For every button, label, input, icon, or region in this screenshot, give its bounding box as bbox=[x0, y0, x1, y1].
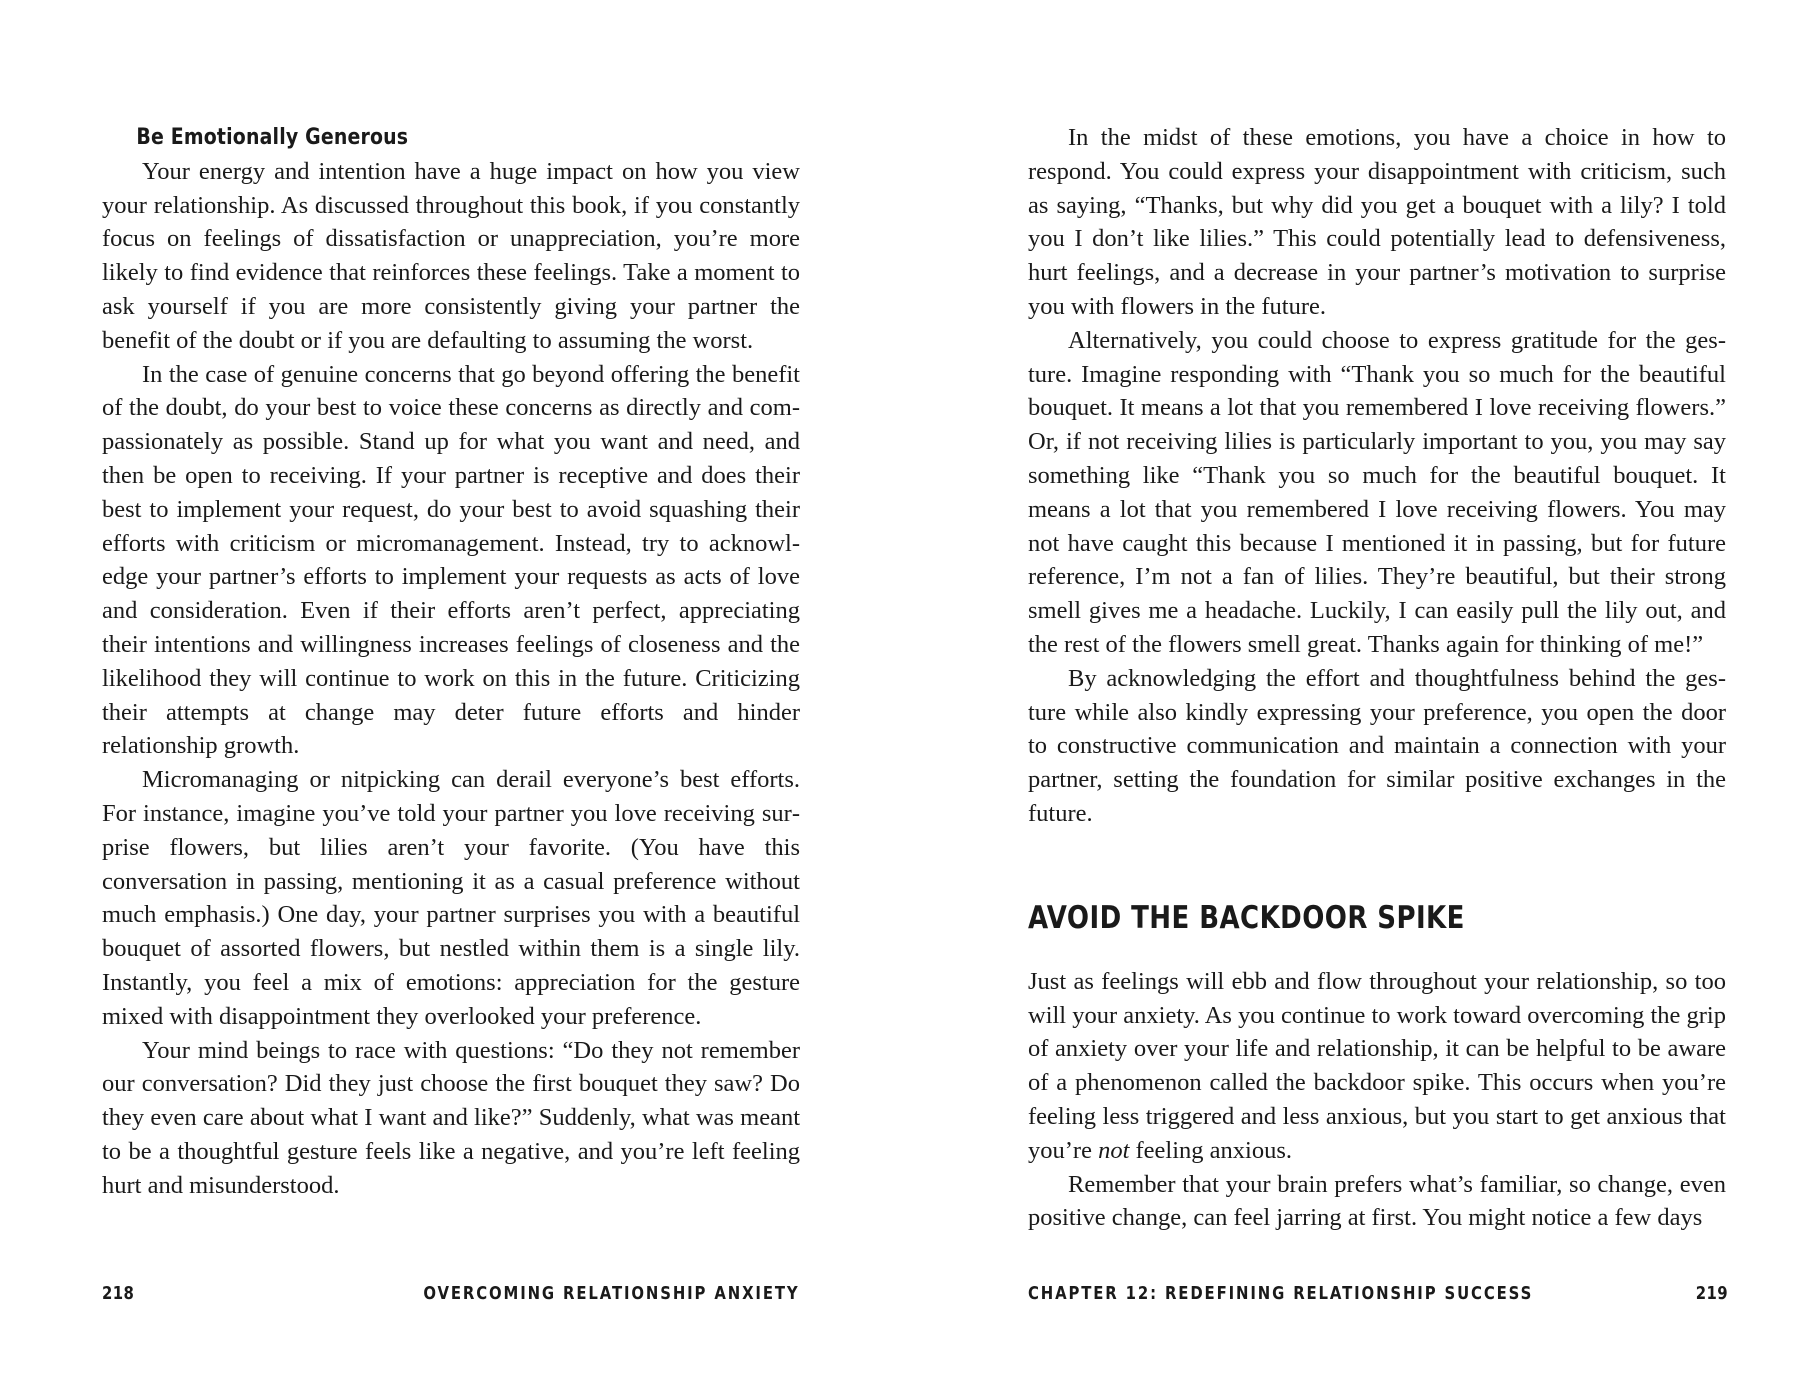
body-paragraph: In the case of genuine concerns that go beyond offering the benefit of the doubt, do your best to voice these concerns as directly and compassionately as possible. Stand up for what you want and need, and then be open to receiving. If your partner is receptive and does their best to implement your request, do your best to avoid squashing their efforts with criticism or micromanagement. Instead, try to acknowledge your partner’s efforts to implement your requests as acts of love and consideration. Even if their efforts aren’t perfect, appreciating their intentions and willingness increases feelings of closeness and the likelihood they will continue to work on this in the future. Criticizing their attempts at change may deter future efforts and hinder relationship growth. bbox=[102, 360, 800, 760]
section-first-paragraph bbox=[1028, 965, 1726, 1168]
page-number: 219 bbox=[1695, 1284, 1728, 1304]
left-page bbox=[0, 0, 906, 1400]
body-paragraph: By acknowledging the effort and thoughtfulness behind the gesture while also kindly expressing your preference, you open the door to constructive communication and maintain a connection with your partner, setting the foundation for similar positive exchanges in the future. bbox=[1028, 664, 1726, 827]
paragraph-text: feeling anxious. bbox=[1129, 1136, 1293, 1164]
paragraph-text: Just as feelings will ebb and flow throughout your relationship, so too will your anxiety. As you continue to work toward overcoming the grip of anxiety over your life and relationship, it can be helpful to be aware of a phenomenon called the backdoor spike. This occurs when you’re feeling less triggered and less anxious, but you start to get anxious that you’re bbox=[1028, 967, 1726, 1164]
section-heading-wrapper bbox=[1028, 831, 1726, 965]
running-head: CHAPTER 12: REDEFINING RELATIONSHIP SUCCESS bbox=[1028, 1284, 1534, 1304]
body-paragraph: Alternatively, you could choose to express gratitude for the gesture. Imagine responding with “Thank you so much for the beautiful bouquet. It means a lot that you remembered I love receiving flowers.” Or, if not receiving lilies is particularly important to you, you may say something like “Thank you so much for the beautiful bouquet. It means a lot that you remembered I love receiving flowers. You may not have caught this because I mentioned it in passing, but for future reference, I’m not a fan of lilies. They’re beautiful, but their strong smell gives me a headache. Luckily, I can easily pull the lily out, and the rest of the flowers smell great. Thanks again for thinking of me!” bbox=[1028, 326, 1726, 658]
body-paragraph: In the midst of these emotions, you have a choice in how to respond. You could express your disappointment with criticism, such as saying, “Thanks, but why did you get a bouquet with a lily? I told you I don’t like lilies.” This could potentially lead to defensiveness, hurt feelings, and a decrease in your partner’s motivation to surprise you with flowers in the future. bbox=[1028, 124, 1726, 320]
right-page-body bbox=[1028, 121, 1726, 1235]
running-head: OVERCOMING RELATIONSHIP ANXIETY bbox=[423, 1284, 800, 1304]
page-number: 218 bbox=[102, 1284, 135, 1304]
left-page-body bbox=[102, 121, 800, 1203]
body-paragraph: Micromanaging or nitpicking can derail everyone’s best efforts. For instance, imagine you’ve told your partner you love receiving surprise flowers, but lilies aren’t your favorite. (You have this conversation in passing, mentioning it as a casual preference without much emphasis.) One day, your partner surprises you with a beautiful bouquet of assorted flowers, but nestled within them is a single lily. Instantly, you feel a mix of emotions: appreciation for the gesture mixed with disappointment they overlooked your preference. bbox=[102, 766, 800, 1030]
right-page bbox=[906, 0, 1813, 1400]
section-heading: AVOID THE BACKDOOR SPIKE bbox=[1028, 899, 1465, 936]
body-paragraph: Your mind beings to race with questions: “Do they not remember our conversation? Did they just choose the first bouquet they saw? Do they even care about what I want and like?” Suddenly, what was meant to be a thoughtful gesture feels like a negative, and you’re left feeling hurt and misunderstood. bbox=[102, 1036, 800, 1199]
emphasized-word: not bbox=[1098, 1136, 1130, 1164]
body-paragraph: Remember that your brain prefers what’s familiar, so change, even positive change, can feel jarring at first. You might notice a few days bbox=[1028, 1170, 1726, 1232]
subsection-heading: Be Emotionally Generous bbox=[136, 125, 409, 150]
body-paragraph: Your energy and intention have a huge impact on how you view your relationship. As discussed throughout this book, if you constantly focus on feelings of dissatisfaction or unappreciation, you’re more likely to find evidence that reinforces these feelings. Take a moment to ask yourself if you are more consistently giving your partner the benefit of the doubt or if you are defaulting to assuming the worst. bbox=[102, 157, 800, 354]
